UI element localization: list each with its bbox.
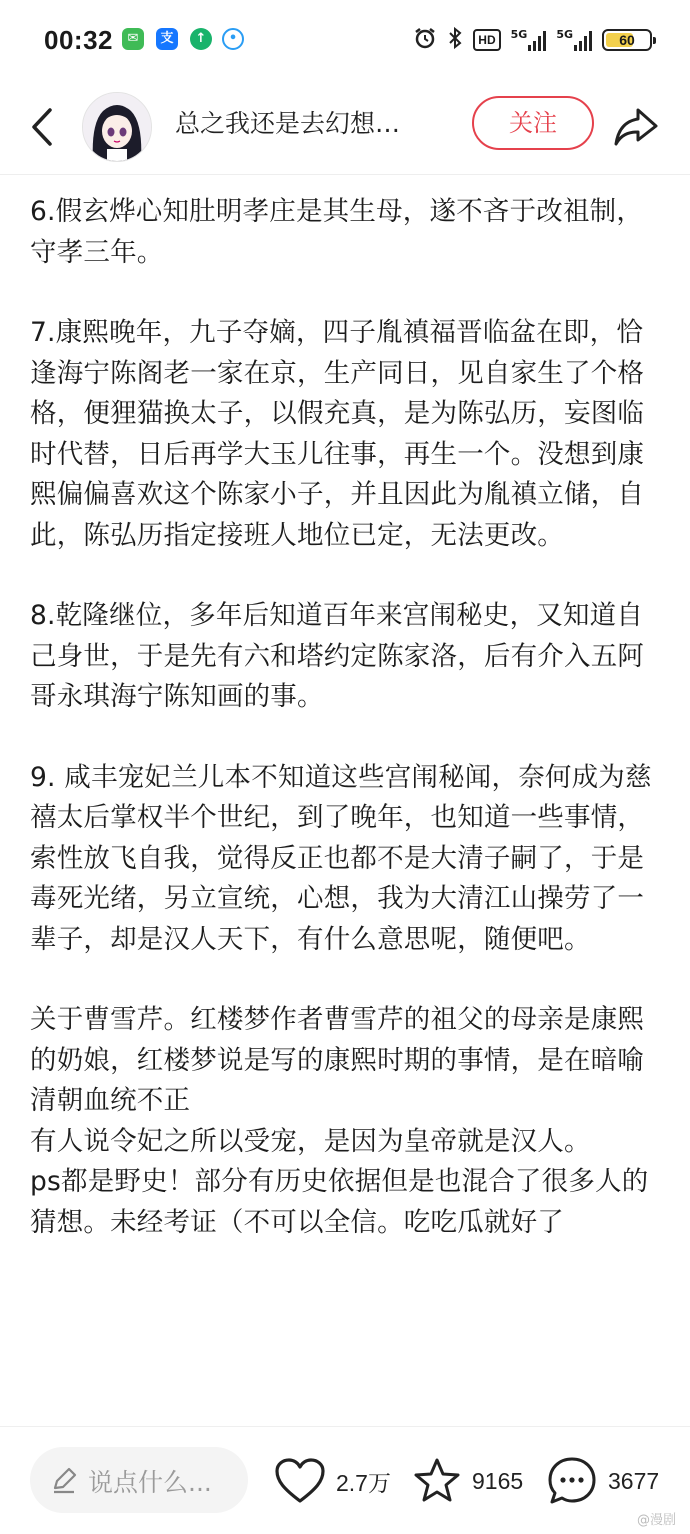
bottom-action-bar	[0, 1426, 690, 1534]
back-button[interactable]	[22, 102, 62, 152]
post-paragraph-cao-xueqin: 关于曹雪芹。红楼梦作者曹雪芹的祖父的母亲是康熙的奶娘，红楼梦说是写的康熙时期的事情，是在暗喻清朝血统不正 有人说令妃之所以受宠，是因为皇帝就是汉人。 ps都是野史！部分有历史依据但是也混合了很多人的猜想。未经考证（不可以全信。吃吃瓜就好了	[30, 1004, 649, 1238]
author-name[interactable]: 总之我还是去幻想…	[175, 109, 401, 138]
alipay-icon: 支	[156, 28, 178, 50]
hd-badge: HD	[473, 29, 500, 51]
comment-button[interactable]	[546, 1453, 659, 1509]
battery-indicator: 60	[602, 29, 652, 51]
favorite-count: 9165	[472, 1467, 524, 1494]
chat-app-icon: •	[222, 28, 244, 50]
post-paragraph-9: 9. 咸丰宠妃兰儿本不知道这些宫闱秘闻，奈何成为慈禧太后掌权半个世纪，到了晚年，也知道一些事情，索性放飞自我，觉得反正也都不是大清子嗣了，于是毒死光绪，另立宣统，心想，我为大清江山操劳了一辈子，却是汉人天下，有什么意思呢，随便吧。	[30, 761, 652, 955]
comment-placeholder: 说点什么...	[88, 1468, 212, 1497]
comment-input[interactable]	[30, 1447, 248, 1513]
pencil-icon	[50, 1466, 78, 1494]
bluetooth-icon	[447, 26, 463, 55]
signal-2: 5G	[556, 29, 592, 51]
heart-icon	[274, 1457, 326, 1505]
share-icon	[612, 102, 660, 150]
chevron-left-icon	[22, 102, 62, 152]
status-right-icons	[413, 24, 652, 56]
comment-bubble-icon	[546, 1455, 598, 1507]
wechat-icon: ✉	[122, 28, 144, 50]
post-paragraph-8: 8.乾隆继位，多年后知道百年来宫闱秘史，又知道自己身世，于是先有六和塔约定陈家洛，后有介入五阿哥永琪海宁陈知画的事。	[30, 600, 645, 712]
watermark: @漫剧	[636, 1513, 676, 1528]
star-icon	[412, 1456, 462, 1506]
post-paragraph-7: 7.康熙晚年，九子夺嫡，四子胤禛福晋临盆在即，恰逢海宁陈阁老一家在京，生产同日，见自家生了个格格，便狸猫换太子，以假充真，是为陈弘历，妄图临时代替，日后再学大玉儿往事，再生一个。没想到康熙偏偏喜欢这个陈家小子，并且因此为胤禛立储，自此，陈弘历指定接班人地位已定，无法更改。	[30, 317, 645, 551]
favorite-button[interactable]	[412, 1453, 523, 1509]
status-time: 00:32	[44, 25, 113, 55]
share-button[interactable]	[612, 102, 660, 150]
alarm-icon	[413, 26, 437, 55]
comment-count: 3677	[608, 1467, 660, 1494]
post-paragraph-6: 6.假玄烨心知肚明孝庄是其生母，遂不吝于改祖制，守孝三年。	[30, 196, 644, 268]
status-bar	[0, 0, 690, 82]
signal-1: 5G	[511, 29, 547, 51]
green-app-icon: ↑	[190, 28, 212, 50]
like-button[interactable]	[274, 1453, 391, 1509]
like-count: 2.7万	[336, 1469, 391, 1496]
post-header	[0, 82, 690, 175]
author-avatar[interactable]	[82, 92, 152, 162]
post-content	[30, 192, 664, 1243]
avatar-image	[83, 93, 151, 161]
follow-button[interactable]: 关注	[472, 96, 594, 150]
